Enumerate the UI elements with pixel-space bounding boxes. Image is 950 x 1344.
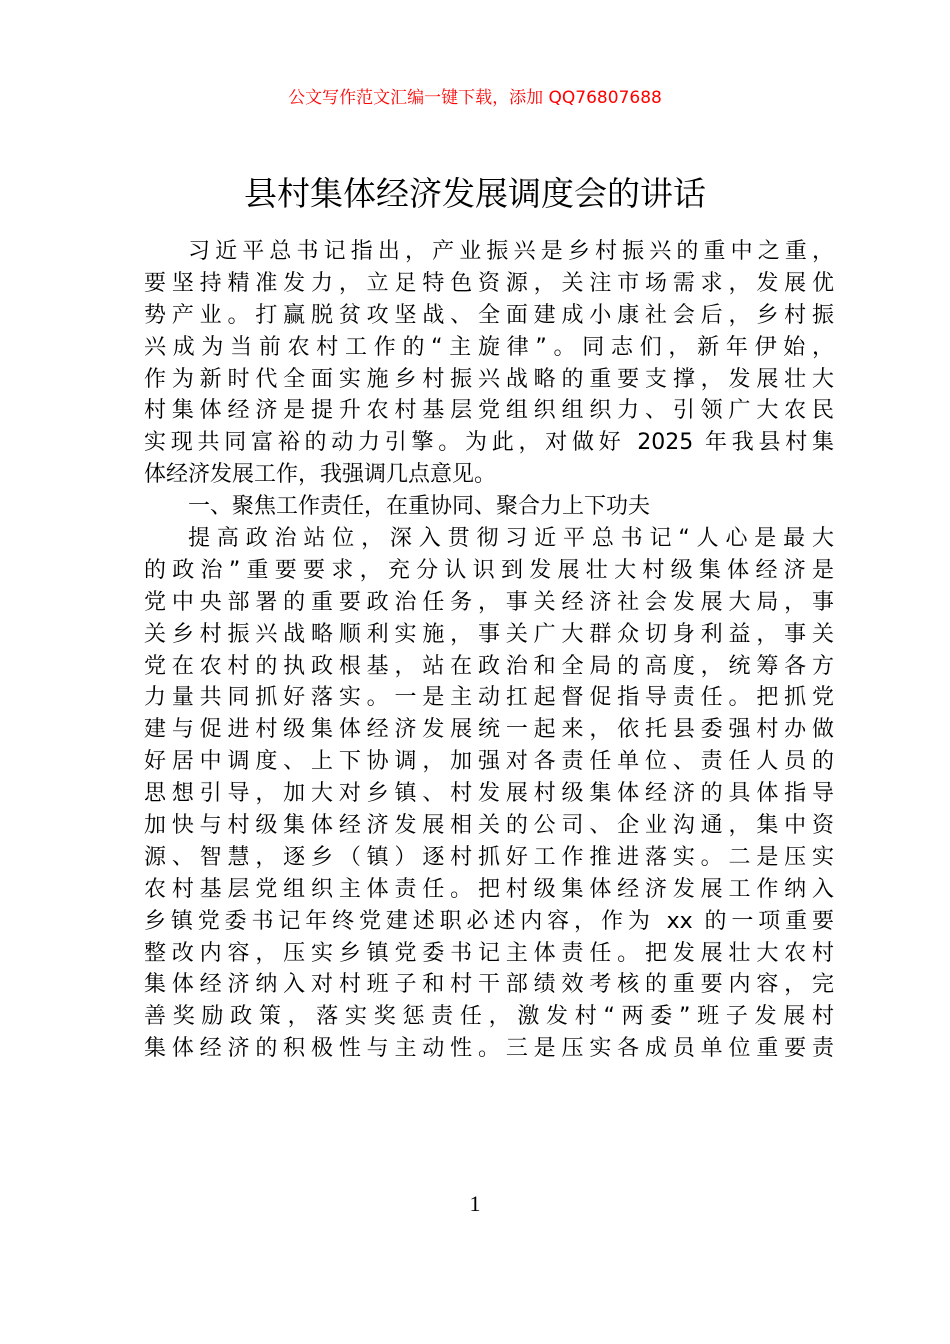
body-line: 集体经济的积极性与主动性。三是压实各成员单位重要责 — [144, 1036, 834, 1062]
document-title: 县村集体经济发展调度会的讲话 — [244, 174, 706, 213]
body-line: 力量共同抓好落实。一是主动扛起督促指导责任。把抓党 — [144, 685, 834, 711]
body-line: 建与促进村级集体经济发展统一起来，依托县委强村办做 — [144, 717, 834, 743]
body-line: 要坚持精准发力，立足特色资源，关注市场需求，发展优 — [144, 270, 834, 296]
body-line: 乡镇党委书记年终党建述职必述内容，作为 xx 的一项重要 — [144, 908, 834, 934]
body-line: 集体经济纳入对村班子和村干部绩效考核的重要内容，完 — [144, 972, 834, 998]
body-line: 思想引导，加大对乡镇、村发展村级集体经济的具体指导 — [144, 781, 834, 807]
body-line: 农村基层党组织主体责任。把村级集体经济发展工作纳入 — [144, 876, 834, 902]
body-line: 整改内容，压实乡镇党委书记主体责任。把发展壮大农村 — [144, 940, 834, 966]
body-line: 村集体经济是提升农村基层党组织组织力、引领广大农民 — [144, 398, 834, 424]
body-line: 党在农村的执政根基，站在政治和全局的高度，统筹各方 — [144, 653, 834, 679]
body-line: 实现共同富裕的动力引擎。为此，对做好 2025 年我县村集 — [144, 430, 834, 456]
body-line: 关乡村振兴战略顺利实施，事关广大群众切身利益，事关 — [144, 621, 834, 647]
page-number: 1 — [469, 1191, 481, 1216]
promo-banner: 公文写作范文汇编一键下载，添加 QQ76807688 — [288, 88, 662, 108]
body-line: 作为新时代全面实施乡村振兴战略的重要支撑，发展壮大 — [144, 366, 834, 392]
body-line: 势产业。打赢脱贫攻坚战、全面建成小康社会后，乡村振 — [144, 302, 834, 328]
body-line: 体经济发展工作，我强调几点意见。 — [144, 462, 497, 488]
body-line: 善奖励政策，落实奖惩责任，激发村“两委”班子发展村 — [144, 1004, 834, 1030]
body-line: 党中央部署的重要政治任务，事关经济社会发展大局，事 — [144, 589, 834, 615]
body-line: 加快与村级集体经济发展相关的公司、企业沟通，集中资 — [144, 813, 834, 839]
body-line: 的政治”重要要求，充分认识到发展壮大村级集体经济是 — [144, 557, 834, 583]
document-body — [144, 236, 834, 1065]
body-line: 习近平总书记指出，产业振兴是乡村振兴的重中之重， — [188, 239, 834, 264]
body-line: 源、智慧，逐乡（镇）逐村抓好工作推进落实。二是压实 — [144, 844, 834, 870]
body-line: 好居中调度、上下协调，加强对各责任单位、责任人员的 — [144, 749, 834, 775]
body-line: 兴成为当前农村工作的“主旋律”。同志们，新年伊始， — [144, 334, 834, 360]
body-line: 提高政治站位，深入贯彻习近平总书记“人心是最大 — [188, 526, 834, 552]
section-heading: 一、聚焦工作责任，在重协同、聚合力上下功夫 — [188, 494, 651, 520]
